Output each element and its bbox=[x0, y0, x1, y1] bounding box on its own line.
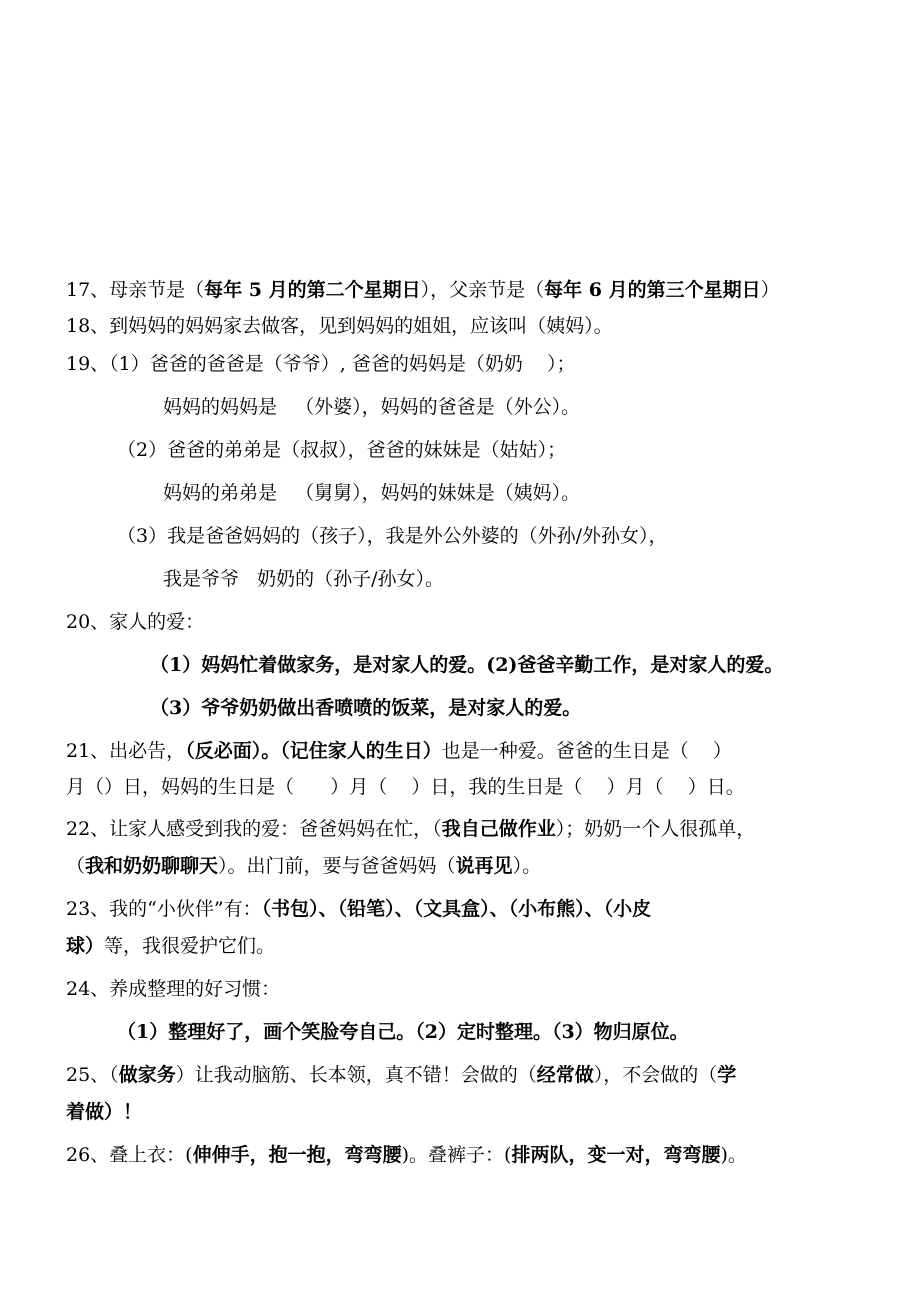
item-25-line-2: 着做）！ bbox=[66, 1101, 143, 1123]
item-22-line-2 bbox=[66, 852, 541, 880]
item-21-line-1 bbox=[66, 737, 732, 765]
text: 17、母亲节是（ bbox=[66, 279, 205, 301]
answer-bold: 做家务 bbox=[118, 1064, 176, 1086]
answer-bold: 学 bbox=[717, 1064, 737, 1086]
text: 26、叠上衣：( bbox=[66, 1144, 193, 1166]
text: ） bbox=[760, 279, 780, 301]
answer-bold: 球） bbox=[66, 935, 105, 957]
item-24-line-1: （1）整理好了，画个笑脸夸自己。（2）定时整理。（3）物归原位。 bbox=[117, 1021, 689, 1043]
item-19-line-6: 我是爷爷 奶奶的（孙子/孙女）。 bbox=[163, 568, 445, 590]
text: ），不会做的（ bbox=[593, 1064, 718, 1086]
item-18-relatives: 18、到妈妈的妈妈家去做客，见到妈妈的姐姐，应该叫（姨妈）。 bbox=[66, 315, 613, 337]
item-19-line-5: （3）我是爸爸妈妈的（孩子），我是外公外婆的（外孙/外孙女）， bbox=[117, 525, 668, 547]
item-23-line-2 bbox=[66, 932, 275, 960]
answer-fathers-day: 每年 6 月的第三个星期日 bbox=[544, 279, 761, 301]
item-19-line-4: 妈妈的弟弟是 （舅舅），妈妈的妹妹是（姨妈）。 bbox=[163, 482, 581, 504]
item-26-folding bbox=[66, 1141, 747, 1169]
answer-bold: 排两队，变一对，弯弯腰 bbox=[511, 1144, 721, 1166]
text: ）让我动脑筋、长本领，真不错！会做的（ bbox=[175, 1064, 537, 1086]
text: ），父亲节是（ bbox=[420, 279, 545, 301]
text: ）。 bbox=[512, 855, 542, 877]
answer-bold: 经常做 bbox=[536, 1064, 594, 1086]
text: ）。出门前，要与爸爸妈妈（ bbox=[218, 855, 456, 877]
text: ）；奶奶一个人很孤单， bbox=[555, 818, 756, 840]
text: 22、让家人感受到我的爱：爸爸妈妈在忙，（ bbox=[66, 818, 442, 840]
answer-bold: 伸伸手，抱一抱，弯弯腰 bbox=[192, 1144, 402, 1166]
answer-bold: 说再见 bbox=[455, 855, 513, 877]
text: 也是一种爱。爸爸的生日是（ ） bbox=[441, 740, 732, 762]
answer-bold: （反必面）。（记住家人的生日） bbox=[185, 740, 442, 762]
item-20-line-1: （1）妈妈忙着做家务，是对家人的爱。(2)爸爸辛勤工作，是对家人的爱。 bbox=[150, 654, 784, 676]
item-20-line-2: （3）爷爷奶奶做出香喷喷的饭菜，是对家人的爱。 bbox=[150, 697, 582, 719]
item-21-line-2: 月（）日，妈妈的生日是（ ）月（ ）日，我的生日是（ ）月（ ）日。 bbox=[66, 776, 745, 798]
text: )。叠裤子：( bbox=[401, 1144, 512, 1166]
answer-bold: 我和奶奶聊聊天 bbox=[85, 855, 219, 877]
item-23-line-1 bbox=[66, 895, 651, 923]
text: 25、（ bbox=[66, 1064, 119, 1086]
answer-bold: 我自己做作业 bbox=[441, 818, 556, 840]
answer-bold: （书包）、（铅笔）、（文具盒）、（小布熊）、（小皮 bbox=[261, 898, 652, 920]
item-19-line-3: （2）爸爸的弟弟是（叔叔），爸爸的妹妹是（姑姑）； bbox=[117, 439, 567, 461]
text: 等，我很爱护它们。 bbox=[104, 935, 276, 957]
text: )。 bbox=[720, 1144, 747, 1166]
item-19-line-2: 妈妈的妈妈是 （外婆），妈妈的爸爸是（外公）。 bbox=[163, 396, 581, 418]
item-20-heading: 20、家人的爱： bbox=[66, 611, 205, 633]
item-25-line-1 bbox=[66, 1061, 736, 1089]
text: 23、我的“小伙伴”有： bbox=[66, 898, 262, 920]
answer-mothers-day: 每年 5 月的第二个星期日 bbox=[204, 279, 421, 301]
item-24-heading: 24、养成整理的好习惯： bbox=[66, 978, 281, 1000]
text: 21、出必告， bbox=[66, 740, 186, 762]
item-19-line-1: 19、（1）爸爸的爸爸是（爷爷）, 爸爸的妈妈是（奶奶 ）； bbox=[66, 353, 576, 375]
item-17-holidays bbox=[66, 276, 780, 304]
text: （ bbox=[66, 855, 86, 877]
item-22-line-1 bbox=[66, 815, 755, 843]
